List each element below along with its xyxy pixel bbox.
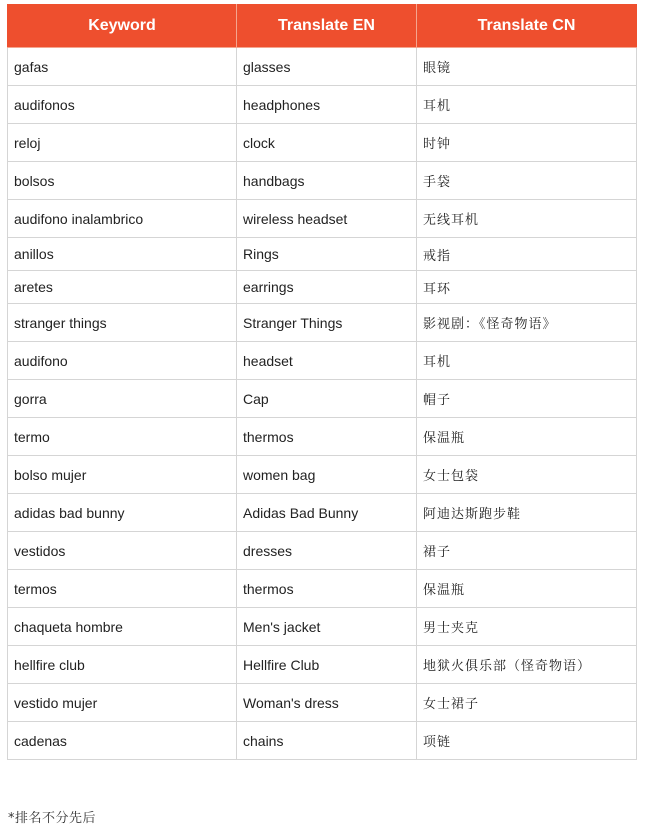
- translate-cn-cell: 男士夹克: [417, 608, 637, 646]
- translate-en-cell: chains: [237, 722, 417, 760]
- keyword-cell: bolsos: [8, 162, 237, 200]
- table-row: [8, 608, 637, 646]
- keyword-cell: audifonos: [8, 86, 237, 124]
- table-row: [8, 494, 637, 532]
- header-keyword: Keyword: [8, 4, 237, 48]
- translate-cn-cell: 耳机: [417, 342, 637, 380]
- translate-en-cell: clock: [237, 124, 417, 162]
- translate-en-cell: wireless headset: [237, 200, 417, 238]
- translate-cn-cell: 裙子: [417, 532, 637, 570]
- table-row: [8, 86, 637, 124]
- table-row: [8, 238, 637, 271]
- keyword-cell: audifono inalambrico: [8, 200, 237, 238]
- keyword-cell: adidas bad bunny: [8, 494, 237, 532]
- translate-cn-cell: 眼镜: [417, 48, 637, 86]
- table-row: [8, 304, 637, 342]
- translate-cn-cell: 保温瓶: [417, 570, 637, 608]
- table-row: [8, 456, 637, 494]
- keyword-cell: termos: [8, 570, 237, 608]
- translate-cn-cell: 阿迪达斯跑步鞋: [417, 494, 637, 532]
- translate-en-cell: earrings: [237, 271, 417, 304]
- translate-cn-cell: 保温瓶: [417, 418, 637, 456]
- table-row: [8, 200, 637, 238]
- translate-cn-cell: 影视剧：《怪奇物语》: [417, 304, 637, 342]
- keyword-cell: cadenas: [8, 722, 237, 760]
- translate-en-cell: Hellfire Club: [237, 646, 417, 684]
- translate-cn-cell: 女士裙子: [417, 684, 637, 722]
- translate-cn-cell: 帽子: [417, 380, 637, 418]
- keyword-cell: chaqueta hombre: [8, 608, 237, 646]
- translate-en-cell: dresses: [237, 532, 417, 570]
- translate-cn-cell: 无线耳机: [417, 200, 637, 238]
- keyword-cell: hellfire club: [8, 646, 237, 684]
- keyword-cell: vestidos: [8, 532, 237, 570]
- translate-cn-cell: 戒指: [417, 238, 637, 271]
- translate-cn-cell: 女士包袋: [417, 456, 637, 494]
- translate-en-cell: Woman's dress: [237, 684, 417, 722]
- translate-cn-cell: 耳环: [417, 271, 637, 304]
- keyword-cell: stranger things: [8, 304, 237, 342]
- table-row: [8, 271, 637, 304]
- keyword-cell: gafas: [8, 48, 237, 86]
- translate-cn-cell: 耳机: [417, 86, 637, 124]
- translate-en-cell: handbags: [237, 162, 417, 200]
- table-row: [8, 342, 637, 380]
- table-row: [8, 722, 637, 760]
- header-translate-cn: Translate CN: [417, 4, 637, 48]
- translate-cn-cell: 手袋: [417, 162, 637, 200]
- table-row: [8, 380, 637, 418]
- translate-en-cell: Cap: [237, 380, 417, 418]
- keyword-cell: termo: [8, 418, 237, 456]
- keyword-translation-table: [7, 4, 637, 760]
- table-row: [8, 162, 637, 200]
- keyword-cell: bolso mujer: [8, 456, 237, 494]
- keyword-cell: anillos: [8, 238, 237, 271]
- translate-en-cell: thermos: [237, 418, 417, 456]
- translate-en-cell: Rings: [237, 238, 417, 271]
- keyword-cell: vestido mujer: [8, 684, 237, 722]
- keyword-cell: aretes: [8, 271, 237, 304]
- table-row: [8, 532, 637, 570]
- translate-en-cell: women bag: [237, 456, 417, 494]
- translate-en-cell: thermos: [237, 570, 417, 608]
- keyword-cell: reloj: [8, 124, 237, 162]
- header-translate-en: Translate EN: [237, 4, 417, 48]
- translate-en-cell: Stranger Things: [237, 304, 417, 342]
- table-header-row: [8, 4, 637, 48]
- translate-en-cell: glasses: [237, 48, 417, 86]
- translate-cn-cell: 项链: [417, 722, 637, 760]
- table-row: [8, 48, 637, 86]
- translate-en-cell: headset: [237, 342, 417, 380]
- translate-en-cell: Adidas Bad Bunny: [237, 494, 417, 532]
- table-row: [8, 684, 637, 722]
- translate-cn-cell: 时钟: [417, 124, 637, 162]
- keyword-cell: gorra: [8, 380, 237, 418]
- table-row: [8, 646, 637, 684]
- translate-en-cell: Men's jacket: [237, 608, 417, 646]
- keyword-cell: audifono: [8, 342, 237, 380]
- keyword-table-container: [7, 4, 636, 760]
- table-row: [8, 124, 637, 162]
- table-row: [8, 418, 637, 456]
- table-row: [8, 570, 637, 608]
- translate-cn-cell: 地狱火俱乐部（怪奇物语）: [417, 646, 637, 684]
- translate-en-cell: headphones: [237, 86, 417, 124]
- footnote: *排名不分先后: [8, 811, 97, 826]
